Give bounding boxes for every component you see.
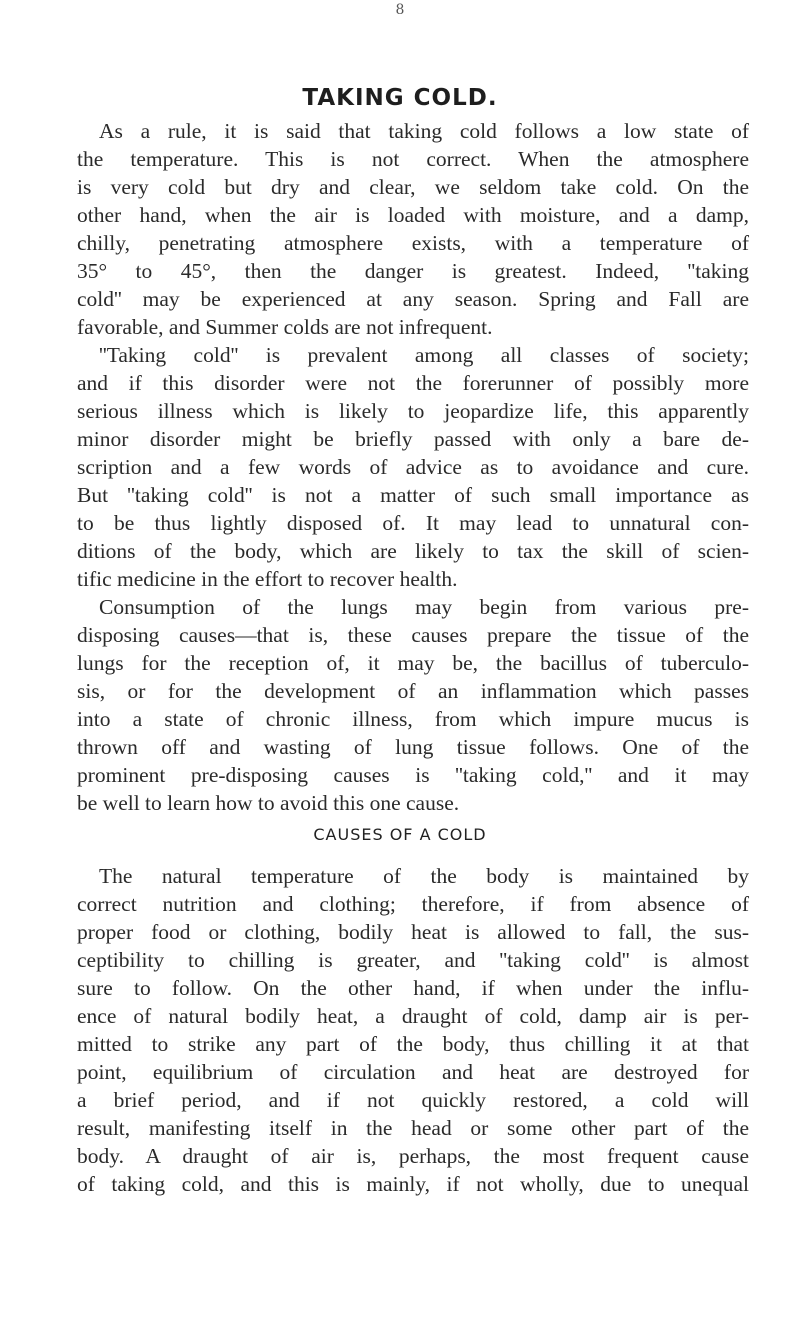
text-line: scription and a few words of advice as to avoidance and cure.	[77, 455, 749, 479]
text-line: result, manifesting itself in the head or some other part of the	[77, 1116, 749, 1140]
text-line: body. A draught of air is, perhaps, the most frequent cause	[77, 1144, 749, 1168]
text-line: is very cold but dry and clear, we seldom take cold. On the	[77, 175, 749, 199]
text-line: tific medicine in the effort to recover health.	[77, 567, 458, 591]
text-line: cold'' may be experienced at any season. Spring and Fall are	[77, 287, 749, 311]
text-line: thrown off and wasting of lung tissue follows. One of the	[77, 735, 749, 759]
text-line: prominent pre-disposing causes is ''taking cold,'' and it may	[77, 763, 749, 787]
text-line: point, equilibrium of circulation and heat are destroyed for	[77, 1060, 749, 1084]
chapter-title: TAKING COLD.	[302, 85, 498, 111]
text-line: proper food or clothing, bodily heat is allowed to fall, the sus-	[77, 920, 749, 944]
text-line: of taking cold, and this is mainly, if not wholly, due to unequal	[77, 1172, 749, 1196]
page-number: 8	[395, 2, 405, 18]
text-line: favorable, and Summer colds are not infrequent.	[77, 315, 493, 339]
text-line: the temperature. This is not correct. When the atmosphere	[77, 147, 749, 171]
section-heading: CAUSES OF A COLD	[313, 825, 487, 844]
text-line: minor disorder might be briefly passed with only a bare de-	[77, 427, 749, 451]
text-line: sure to follow. On the other hand, if when under the influ-	[77, 976, 749, 1000]
text-line: ceptibility to chilling is greater, and ''taking cold'' is almost	[77, 948, 749, 972]
text-line: mitted to strike any part of the body, thus chilling it at that	[77, 1032, 749, 1056]
text-line: into a state of chronic illness, from which impure mucus is	[77, 707, 749, 731]
text-line: But ''taking cold'' is not a matter of such small importance as	[77, 483, 749, 507]
text-line: other hand, when the air is loaded with moisture, and a damp,	[77, 203, 749, 227]
text-line: As a rule, it is said that taking cold follows a low state of	[99, 119, 749, 143]
text-line: chilly, penetrating atmosphere exists, with a temperature of	[77, 231, 749, 255]
text-line: serious illness which is likely to jeopardize life, this apparently	[77, 399, 749, 423]
text-line: be well to learn how to avoid this one cause.	[77, 791, 460, 815]
text-line: Consumption of the lungs may begin from various pre-	[99, 595, 749, 619]
section1-body	[77, 117, 749, 817]
text-line: ditions of the body, which are likely to tax the skill of scien-	[77, 539, 749, 563]
text-line: sis, or for the development of an inflammation which passes	[77, 679, 749, 703]
text-line: a brief period, and if not quickly restored, a cold will	[77, 1088, 749, 1112]
section2-body	[77, 862, 749, 1198]
text-line: correct nutrition and clothing; therefore, if from absence of	[77, 892, 749, 916]
text-line: and if this disorder were not the forerunner of possibly more	[77, 371, 749, 395]
text-line: The natural temperature of the body is maintained by	[99, 864, 749, 888]
text-line: lungs for the reception of, it may be, the bacillus of tuberculo-	[77, 651, 749, 675]
text-line: to be thus lightly disposed of. It may lead to unnatural con-	[77, 511, 749, 535]
text-line: ''Taking cold'' is prevalent among all classes of society;	[99, 343, 749, 367]
text-line: disposing causes—that is, these causes prepare the tissue of the	[77, 623, 749, 647]
text-line: 35° to 45°, then the danger is greatest. Indeed, ''taking	[77, 259, 749, 283]
text-line: ence of natural bodily heat, a draught of cold, damp air is per-	[77, 1004, 749, 1028]
